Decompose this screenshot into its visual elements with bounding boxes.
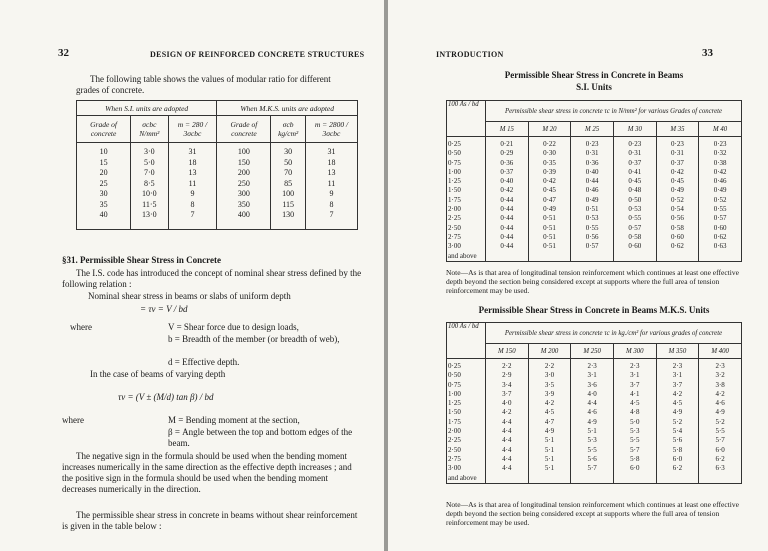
section-title: §31. Permissible Shear Stress in Concrete [62,255,221,265]
t1-ratio-column: 0·25 0·50 0·75 1·00 1·25 1·50 1·75 2·00 2·25 2·50 2·75 3·00 and above [447,137,486,262]
varying-depth-line: In the case of beams of varying depth [90,369,226,379]
where-label-2: where [62,415,84,425]
table1-subtitle: S.I. Units [576,82,612,92]
col-grade-si: Grade of concrete [77,116,131,143]
t1-values-m40: 0·23 0·32 0·38 0·42 0·46 0·49 0·52 0·55 0·57 0·60 0·62 0·63 [699,137,742,262]
t2-values-m250: 2·3 3·1 3·6 4·0 4·4 4·6 4·9 5·1 5·3 5·5 5·6 5·7 [571,359,614,484]
cell-m-si: 31 18 13 11 9 8 7 [168,143,217,230]
paragraph-sign: The negative sign in the formula should be used when the bending moment increases numerically in the same direction as the effective depth increases ; and the positive sign in the formula should be used when the bending moment decreases numerically in the direction. [62,451,352,494]
t1-values-m35: 0·23 0·31 0·37 0·42 0·45 0·49 0·52 0·54 0·56 0·58 0·60 0·62 [656,137,699,262]
t2-col-m400: M 400 [699,344,742,359]
page-number: 32 [58,47,69,59]
t2-caption: Permissible shear stress in concrete τc in kg./cm² for various grades of concrete [486,323,742,344]
formula-varying: τv = (V ± (M/d) tan β) / bd [118,392,214,402]
t2-values-m350: 2·3 3·1 3·7 4·2 4·5 4·9 5·2 5·4 5·6 5·8 6·0 6·2 [656,359,699,484]
t2-col-m200: M 200 [528,344,571,359]
shear-table-si [446,100,742,262]
table1-title: Permissible Shear Stress in Concrete in Beams [504,70,684,80]
t1-values-m20: 0·22 0·30 0·35 0·39 0·42 0·45 0·47 0·49 0·51 0·51 0·51 0·51 [528,137,571,262]
header-mks: When M.K.S. units are adopted [217,101,358,116]
t2-values-m150: 2·2 2·9 3·4 3·7 4·0 4·2 4·4 4·4 4·4 4·4 4·4 4·4 [486,359,529,484]
page-number: 33 [702,47,713,59]
def-breadth: b = Breadth of the member (or breadth of web), [168,334,340,344]
def-moment: M = Bending moment at the section, [168,415,300,425]
def-angle: β = Angle between the top and bottom edges of the beam. [168,427,353,448]
table2-title: Permissible Shear Stress in Concrete in Beams M.K.S. Units [478,305,710,315]
t1-col-m25: M 25 [571,122,614,137]
t1-col-m20: M 20 [528,122,571,137]
t1-values-m15: 0·21 0·29 0·36 0·37 0·40 0·42 0·44 0·44 0·44 0·44 0·44 0·44 [486,137,529,262]
table2-note: Note—As is that area of longitudinal tension reinforcement which continues at least one effective depth beyond the section being considered except at supports where the full area of tension reinforcement may be used. [446,500,739,527]
right-page [388,0,768,551]
where-label: where [70,322,92,332]
running-head: INTRODUCTION [436,50,504,59]
formula-nominal: = τv = V / bd [140,304,188,314]
t2-rowhead: 100 As / bd [447,323,486,359]
t1-col-m15: M 15 [486,122,529,137]
t2-col-m300: M 300 [613,344,656,359]
table1-note: Note—As is that area of longitudinal tension reinforcement which continues at least one effective depth beyond the section being considered except at supports where the full area of tension reinforcement may be used. [446,268,739,295]
cell-grade-si: 10 15 20 25 30 35 40 [77,143,131,230]
running-head: DESIGN OF REINFORCED CONCRETE STRUCTURES [150,50,365,59]
col-m-mks: m = 2800 / 3σcbc [305,116,357,143]
intro-paragraph: The following table shows the values of modular ratio for different grades of concrete. [76,74,331,95]
header-si: When S.I. units are adopted [77,101,217,116]
t2-col-m350: M 350 [656,344,699,359]
cell-sigma-mks: 30 50 70 85 100 115 130 [271,143,305,230]
cell-m-mks: 31 18 13 11 9 8 7 [305,143,357,230]
t2-values-m400: 2·3 3·2 3·8 4·2 4·6 4·9 5·2 5·5 5·7 6·0 6·2 6·3 [699,359,742,484]
nominal-line: Nominal shear stress in beams or slabs of uniform depth [88,291,291,301]
def-depth: d = Effective depth. [168,357,240,367]
paragraph-permissible: The permissible shear stress in concrete in beams without shear reinforcement is given in the table below : [62,510,358,531]
t2-ratio-column: 0·25 0·50 0·75 1·00 1·25 1·50 1·75 2·00 2·25 2·50 2·75 3·00 and above [447,359,486,484]
modular-ratio-table [76,100,358,230]
t1-values-m30: 0·23 0·31 0·37 0·41 0·45 0·48 0·50 0·53 0·55 0·57 0·58 0·60 [613,137,656,262]
t1-values-m25: 0·23 0·31 0·36 0·40 0·44 0·46 0·49 0·51 0·53 0·55 0·56 0·57 [571,137,614,262]
t1-rowhead: 100 As / bd [447,101,486,137]
shear-table-mks [446,322,742,484]
t1-caption: Permissible shear stress in concrete τc in N/mm² for various Grades of concrete [486,101,742,122]
col-m-si: m = 280 / 3σcbc [168,116,217,143]
t2-values-m200: 2·2 3·0 3·5 3·9 4·2 4·5 4·7 4·9 5·1 5·1 5·1 5·1 [528,359,571,484]
t1-col-m30: M 30 [613,122,656,137]
t2-values-m300: 2·3 3·1 3·7 4·1 4·5 4·8 5·0 5·3 5·5 5·7 5·8 6·0 [613,359,656,484]
t2-col-m250: M 250 [571,344,614,359]
cell-grade-mks: 100 150 200 250 300 350 400 [217,143,271,230]
def-shear-force: V = Shear force due to design loads, [168,322,299,332]
t1-col-m35: M 35 [656,122,699,137]
t1-col-m40: M 40 [699,122,742,137]
t2-col-m150: M 150 [486,344,529,359]
paragraph-nominal: The I.S. code has introduced the concept of nominal shear stress defined by the following relation : [62,268,362,289]
cell-sigma-si: 3·0 5·0 7·0 8·5 10·0 11·5 13·0 [131,143,168,230]
col-sigma-mks: σcb kg/cm² [271,116,305,143]
col-grade-mks: Grade of concrete [217,116,271,143]
col-sigma-si: σcbc N/mm² [131,116,168,143]
